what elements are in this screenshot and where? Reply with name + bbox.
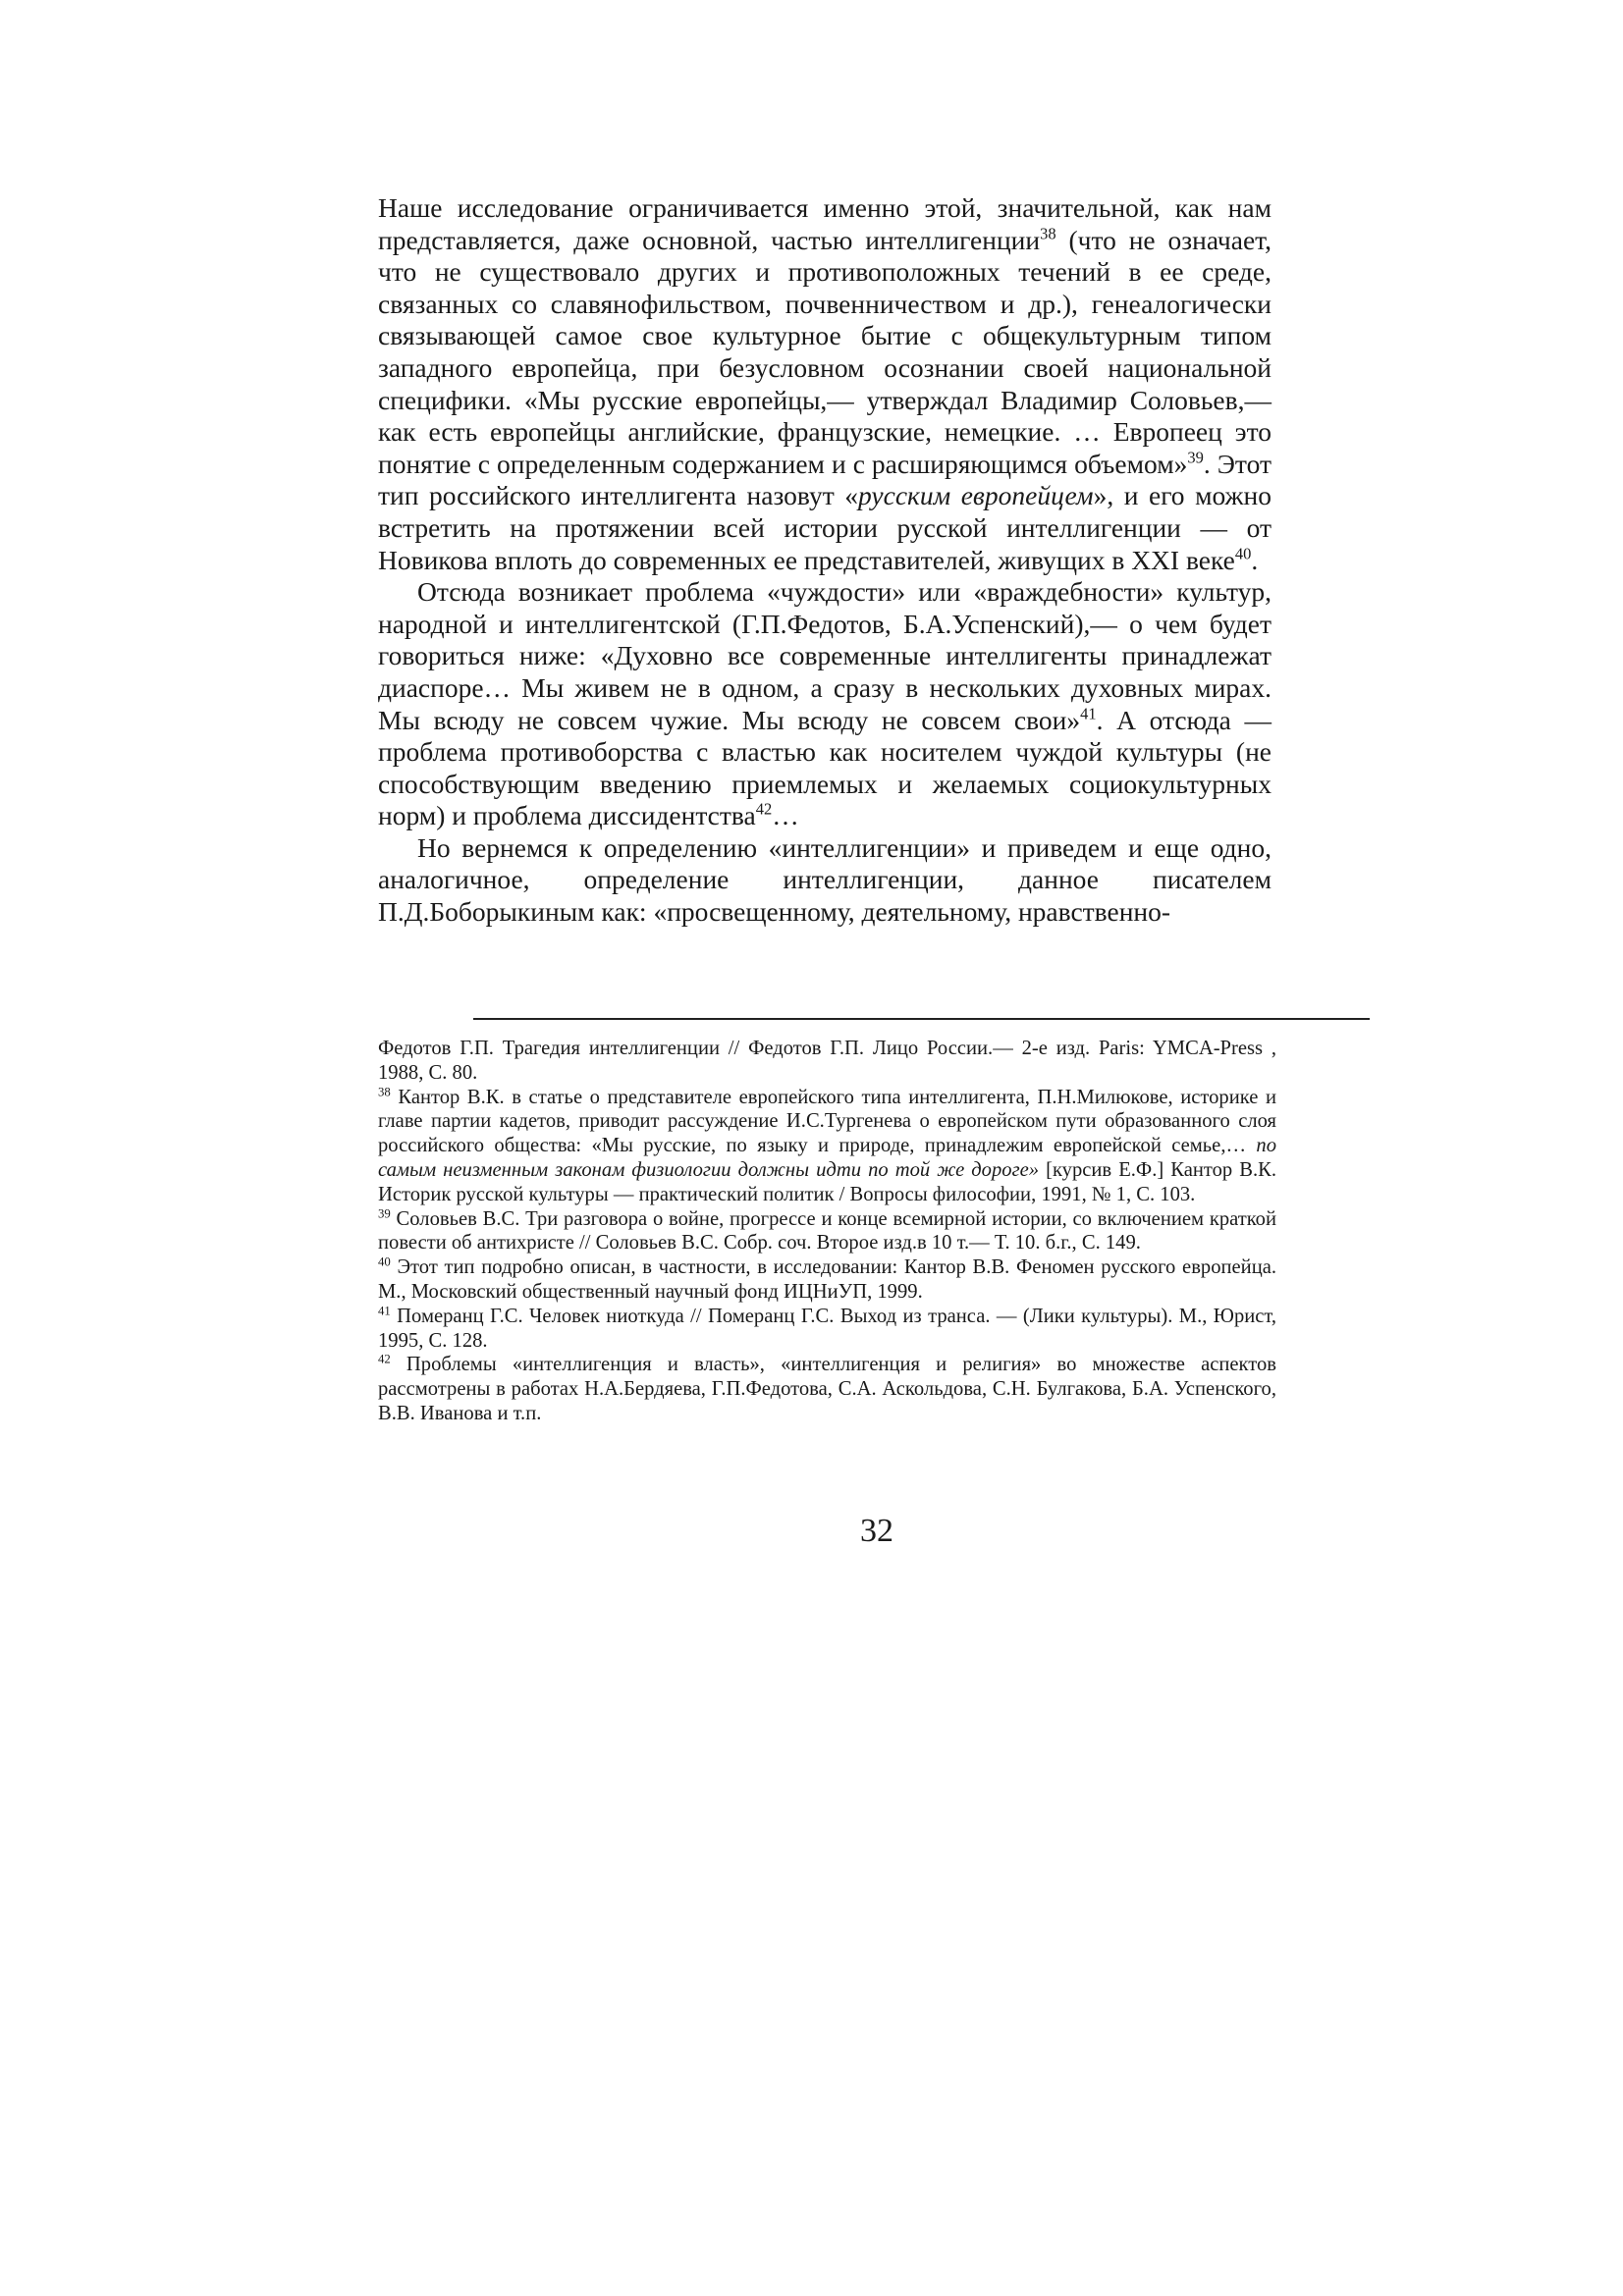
body-ref-38: 38 (1040, 223, 1056, 242)
footnote-ref-41: 41 (378, 1304, 391, 1318)
body-text: . Этот тип российского интеллигента назовут « (378, 448, 1271, 511)
body-text: Отсюда возникает проблема «чуждости» или «враждебности» культур, народной и интеллигентской (Г.П.Федотов, Б.А.Успенский),— о чем будет говориться ниже: «Духовно все современные интеллигенты принадлежат диаспоре… Мы живем не в одном, а сразу в нескольких духовных мирах. Мы всюду не совсем чужие. Мы всюду не совсем свои» (378, 576, 1271, 735)
footnote-separator (473, 1018, 1370, 1020)
footnote-ref-38: 38 (378, 1084, 391, 1098)
footnote-ref-40: 40 (378, 1255, 391, 1269)
footnote-ref-42: 42 (378, 1352, 391, 1366)
body-text: (что не означает, что не существовало других и противоположных течений в ее среде, связанных со славянофильством, почвенничеством и др.), генеалогически связывающей самое свое культурное бытие с общекультурным типом западного европейца, при безусловном осознании своей национальной специфики. «Мы русские европейцы,— утверждал Владимир Соловьев,— как есть европейцы английские, французские, немецкие. … Европеец это понятие с определенным содержанием и с расширяющимся объемом» (378, 224, 1271, 479)
page-number: 32 (860, 1513, 893, 1549)
footnote-text: Померанц Г.С. Человек ниоткуда // Померанц Г.С. Выход из транса. — (Лики культуры). М., Юрист, 1995, С. 128. (378, 1305, 1276, 1352)
body-text: . (1251, 544, 1259, 575)
footnote-text: Федотов Г.П. Трагедия интеллигенции // Федотов Г.П. Лицо России.— 2-е изд. Paris: YMCA-Press , 1988, С. 80. (378, 1038, 1276, 1084)
footnote (378, 1086, 1276, 1207)
footnote-text: Кантор В.К. в статье о представителе европейского типа интеллигента, П.Н.Милюкове, историке и главе партии кадетов, приводит рассуждение И.С.Тургенева о европейском пути образованного слоя российского общества: «Мы русские, по языку и природе, принадлежим европейской семье,… (378, 1086, 1276, 1157)
body-ref-39: 39 (1187, 448, 1204, 467)
body-ref-41: 41 (1080, 703, 1097, 722)
footnote (378, 1353, 1276, 1425)
body-paragraph (378, 576, 1271, 832)
body-paragraph (378, 192, 1271, 576)
footnote (378, 1207, 1276, 1256)
footnote (378, 1255, 1276, 1305)
body-text: . А отсюда — проблема противоборства с властью как носителем чуждой культуры (не способствующим введению приемлемых и желаемых социокультурных норм) и проблема диссидентства (378, 704, 1271, 831)
body-italic-text: русским европейцем (858, 480, 1094, 511)
body-text: », и его можно встретить на протяжении всей истории русской интеллигенции — от Новикова вплоть до современных ее представителей, живущих в XXI веке (378, 480, 1272, 575)
footnote-italic-text: по самым неизменным законам физиологии должны идти по той же дороге» (378, 1135, 1276, 1181)
footnote-text: [курсив Е.Ф.] Кантор В.К. Историк русской культуры — практический политик / Вопросы философии, 1991, № 1, С. 103. (378, 1158, 1276, 1205)
body-text: Но вернемся к определению «интеллигенции» и приведем и еще одно, аналогичное, определение интеллигенции, данное писателем П.Д.Боборыкиным как: «просвещенному, деятельному, нравственно- (378, 831, 1271, 928)
footnote (378, 1305, 1276, 1354)
body-text: … (772, 800, 799, 831)
body-ref-40: 40 (1234, 543, 1252, 562)
footnote-text: Проблемы «интеллигенция и власть», «интеллигенция и религия» во множестве аспектов рассмотрены в работах Н.А.Бердяева, Г.П.Федотова, С.А. Аскольдова, С.Н. Булгакова, Б.А. Успенского, В.В. Иванова и т.п. (378, 1354, 1276, 1424)
footnote-text: Соловьев В.С. Три разговора о войне, прогрессе и конце всемирной истории, со включением краткой повести об антихристе // Соловьев В.С. Собр. соч. Второе изд.в 10 т.— Т. 10. б.г., С. 149. (378, 1207, 1276, 1255)
body-text: Наше исследование ограничивается именно этой, значительной, как нам представляется, даже основной, частью интеллигенции (378, 192, 1271, 255)
body-ref-42: 42 (755, 799, 773, 819)
footnote-ref-39: 39 (378, 1205, 391, 1220)
main-text (378, 192, 1271, 929)
body-paragraph (378, 832, 1271, 929)
footnotes (378, 1037, 1276, 1426)
footnote-text: Этот тип подробно описан, в частности, в исследовании: Кантор В.В. Феномен русского европейца. М., Московский общественный научный фонд ИЦНиУП, 1999. (378, 1256, 1276, 1303)
footnote (378, 1037, 1276, 1086)
